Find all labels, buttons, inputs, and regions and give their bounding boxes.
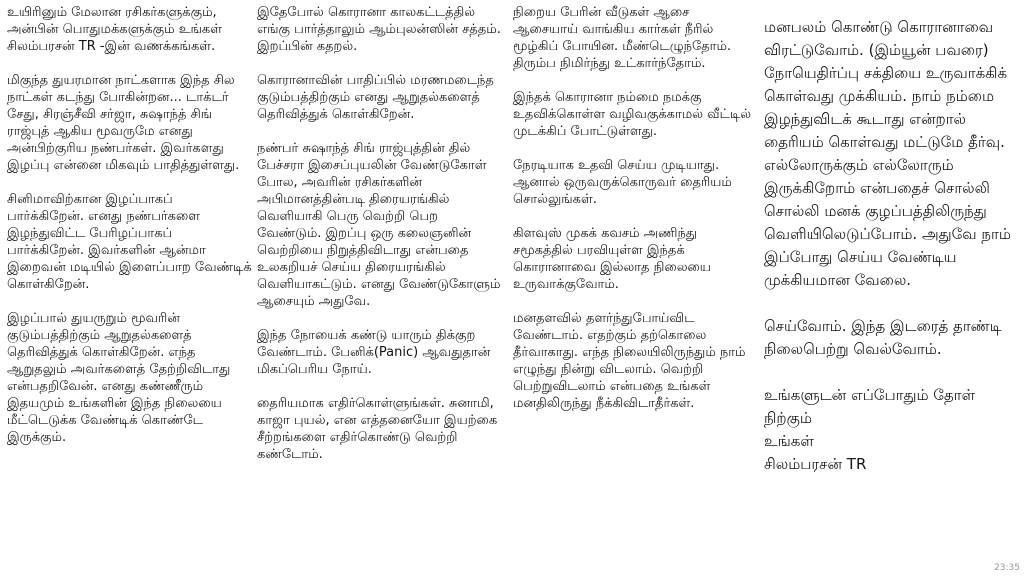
signature: சிலம்பரசன் TR <box>764 455 867 473</box>
closing-line: உங்கள் <box>764 432 814 450</box>
paragraph: உங்களுடன் எப்போதும் தோள் நிற்கும் <box>764 386 976 427</box>
paragraph: கிளவுஸ் முகக் கவசம் அணிந்து சமூகத்தில் பரவியுள்ள இந்தக் கொரானாவை இல்லாத நிலையை உருவாக்குவோம். <box>513 226 711 292</box>
column-3 <box>506 0 756 429</box>
paragraph: இதேபோல் கொரானா காலகட்டத்தில் எங்கு பார்த்தாலும் ஆம்புலன்ஸின் சத்தம். இறப்பின் கதறல். <box>257 5 501 54</box>
paragraph: சினிமாவிற்கான இழப்பாகப் பார்க்கிறேன். எனது நண்பர்களை இழந்துவிட்ட பேரிழப்பாகப் பார்க்கிறேன். இவர்களின் ஆன்மா இறைவன் மடியில் இளைப்பாற வேண்டிக் கொள்கிறேன். <box>7 192 252 292</box>
paragraph: மனபலம் கொண்டு கொரானாவை விரட்டுவோம். (இம்யூன் பவரை) நோயெதிர்ப்பு சக்தியை உருவாக்கிக் கொள்வது முக்கியம். நாம் நம்மை இழந்துவிடக் கூடாது என்றால் தைரியம் கொள்வது மட்டுமே தீர்வு. எல்லோருக்கும் எல்லோரும் இருக்கிறோம் என்பதைச் சொல்லி சொல்லி மனக் குழப்பத்திலிருந்து வெளியிலெடுப்போம். அதுவே நாம் இப்போது செய்ய வேண்டிய முக்கியமான வேலை. <box>764 18 1011 289</box>
paragraph: இந்த நோயைக் கண்டு யாரும் திக்குற வேண்டாம். பேனிக்(Panic) ஆவதுதான் மிகப்பெரிய நோய். <box>257 328 491 377</box>
paragraph: தைரியமாக எதிர்கொள்ளுங்கள். சுனாமி, காஜா புயல், என எத்தனையோ இயற்கை சீற்றங்களை எதிர்கொண்டு வெற்றி கண்டோம். <box>257 396 498 462</box>
paragraph: மனதளவில் தளர்ந்துபோய்விட வேண்டாம். எதற்கும் தற்கொலை தீர்வாகாது. எந்த நிலையிலிருந்தும் நாம் எழுந்து நின்று விடலாம். வெற்றி பெற்றுவிடலாம் என்பதை உங்கள் மனதிலிருந்து நீக்கிவிடாதீர்கள். <box>513 311 746 411</box>
clock-readout: 23:35 <box>994 563 1020 573</box>
paragraph: இந்தக் கொரானா நம்மை நமக்கு உதவிக்கொள்ள வழிவகுக்காமல் வீட்டில் முடக்கிப் போட்டுள்ளது. <box>513 90 752 139</box>
column-2 <box>252 0 506 480</box>
paragraph: இழப்பால் துயருறும் மூவரின் குடும்பத்திற்கும் ஆறுதல்களைத் தெரிவித்துக் கொள்கிறேன். எந்த ஆறுதலும் அவர்களைத் தேற்றிவிடாது என்பதறிவேன். எனது கண்ணீரும் இதயமும் உங்களின் இந்த நிலையை மீட்டெடுக்க வேண்டிக் கொண்டே இருக்கும். <box>7 311 231 445</box>
paragraph: மிகுந்த துயரமான நாட்களாக இந்த சில நாட்கள் கடந்து போகின்றன... டாக்டர் சேது, சிரஞ்சீவி சர்ஜா, சுஷாந்த் சிங் ராஜ்புத் ஆகிய மூவருமே எனது அன்பிற்குரிய நண்பர்கள். இவர்களது இழப்பு என்னை மிகவும் பாதித்துள்ளது. <box>7 73 240 173</box>
paragraph: நண்பர் சுஷாந்த் சிங் ராஜ்புத்தின் தில் பேச்சரா இசைப்புயலின் வேண்டுகோள் போல, அவரின் ரசிகர்களின் அபிமானத்தின்படி திரையரங்கில் வெளியாகி பெரு வெற்றி பெற வேண்டும். இறப்பு ஒரு கலைஞனின் வெற்றியை நிறுத்திவிடாது என்பதை உலகறியச் செய்ய திரையரங்கில் வெளியாகட்டும். எனது வேண்டுகோளும் ஆசையும் அதுவே. <box>257 141 501 309</box>
paragraph: நிறைய பேரின் வீடுகள் ஆசை ஆசையாய் வாங்கிய கார்கள் நீரில் மூழ்கிப் போயின. மீண்டெழுந்தோம். திரும்ப நிமிர்ந்து உட்கார்ந்தோம். <box>513 5 732 71</box>
paragraph: நேரடியாக உதவி செய்ய முடியாது. ஆனால் ஒருவருக்கொருவர் தைரியம் சொல்லுங்கள். <box>513 158 732 207</box>
paragraph: செய்வோம். இந்த இடரைத் தாண்டி நிலைபெற்று வெல்வோம். <box>764 317 1002 358</box>
paragraph: கொரானாவின் பாதிப்பில் மரணமடைந்த குடும்பத்திற்கும் எனது ஆறுதல்களைத் தெரிவித்துக் கொள்கிறேன். <box>257 73 494 122</box>
paragraph: உயிரினும் மேலான ரசிகர்களுக்கும், அன்பின் பொதுமக்களுக்கும் உங்கள் சிலம்பரசன் TR -இன் வணக்கங்கள். <box>7 5 222 54</box>
column-4 <box>756 0 1024 476</box>
column-1 <box>0 0 252 463</box>
